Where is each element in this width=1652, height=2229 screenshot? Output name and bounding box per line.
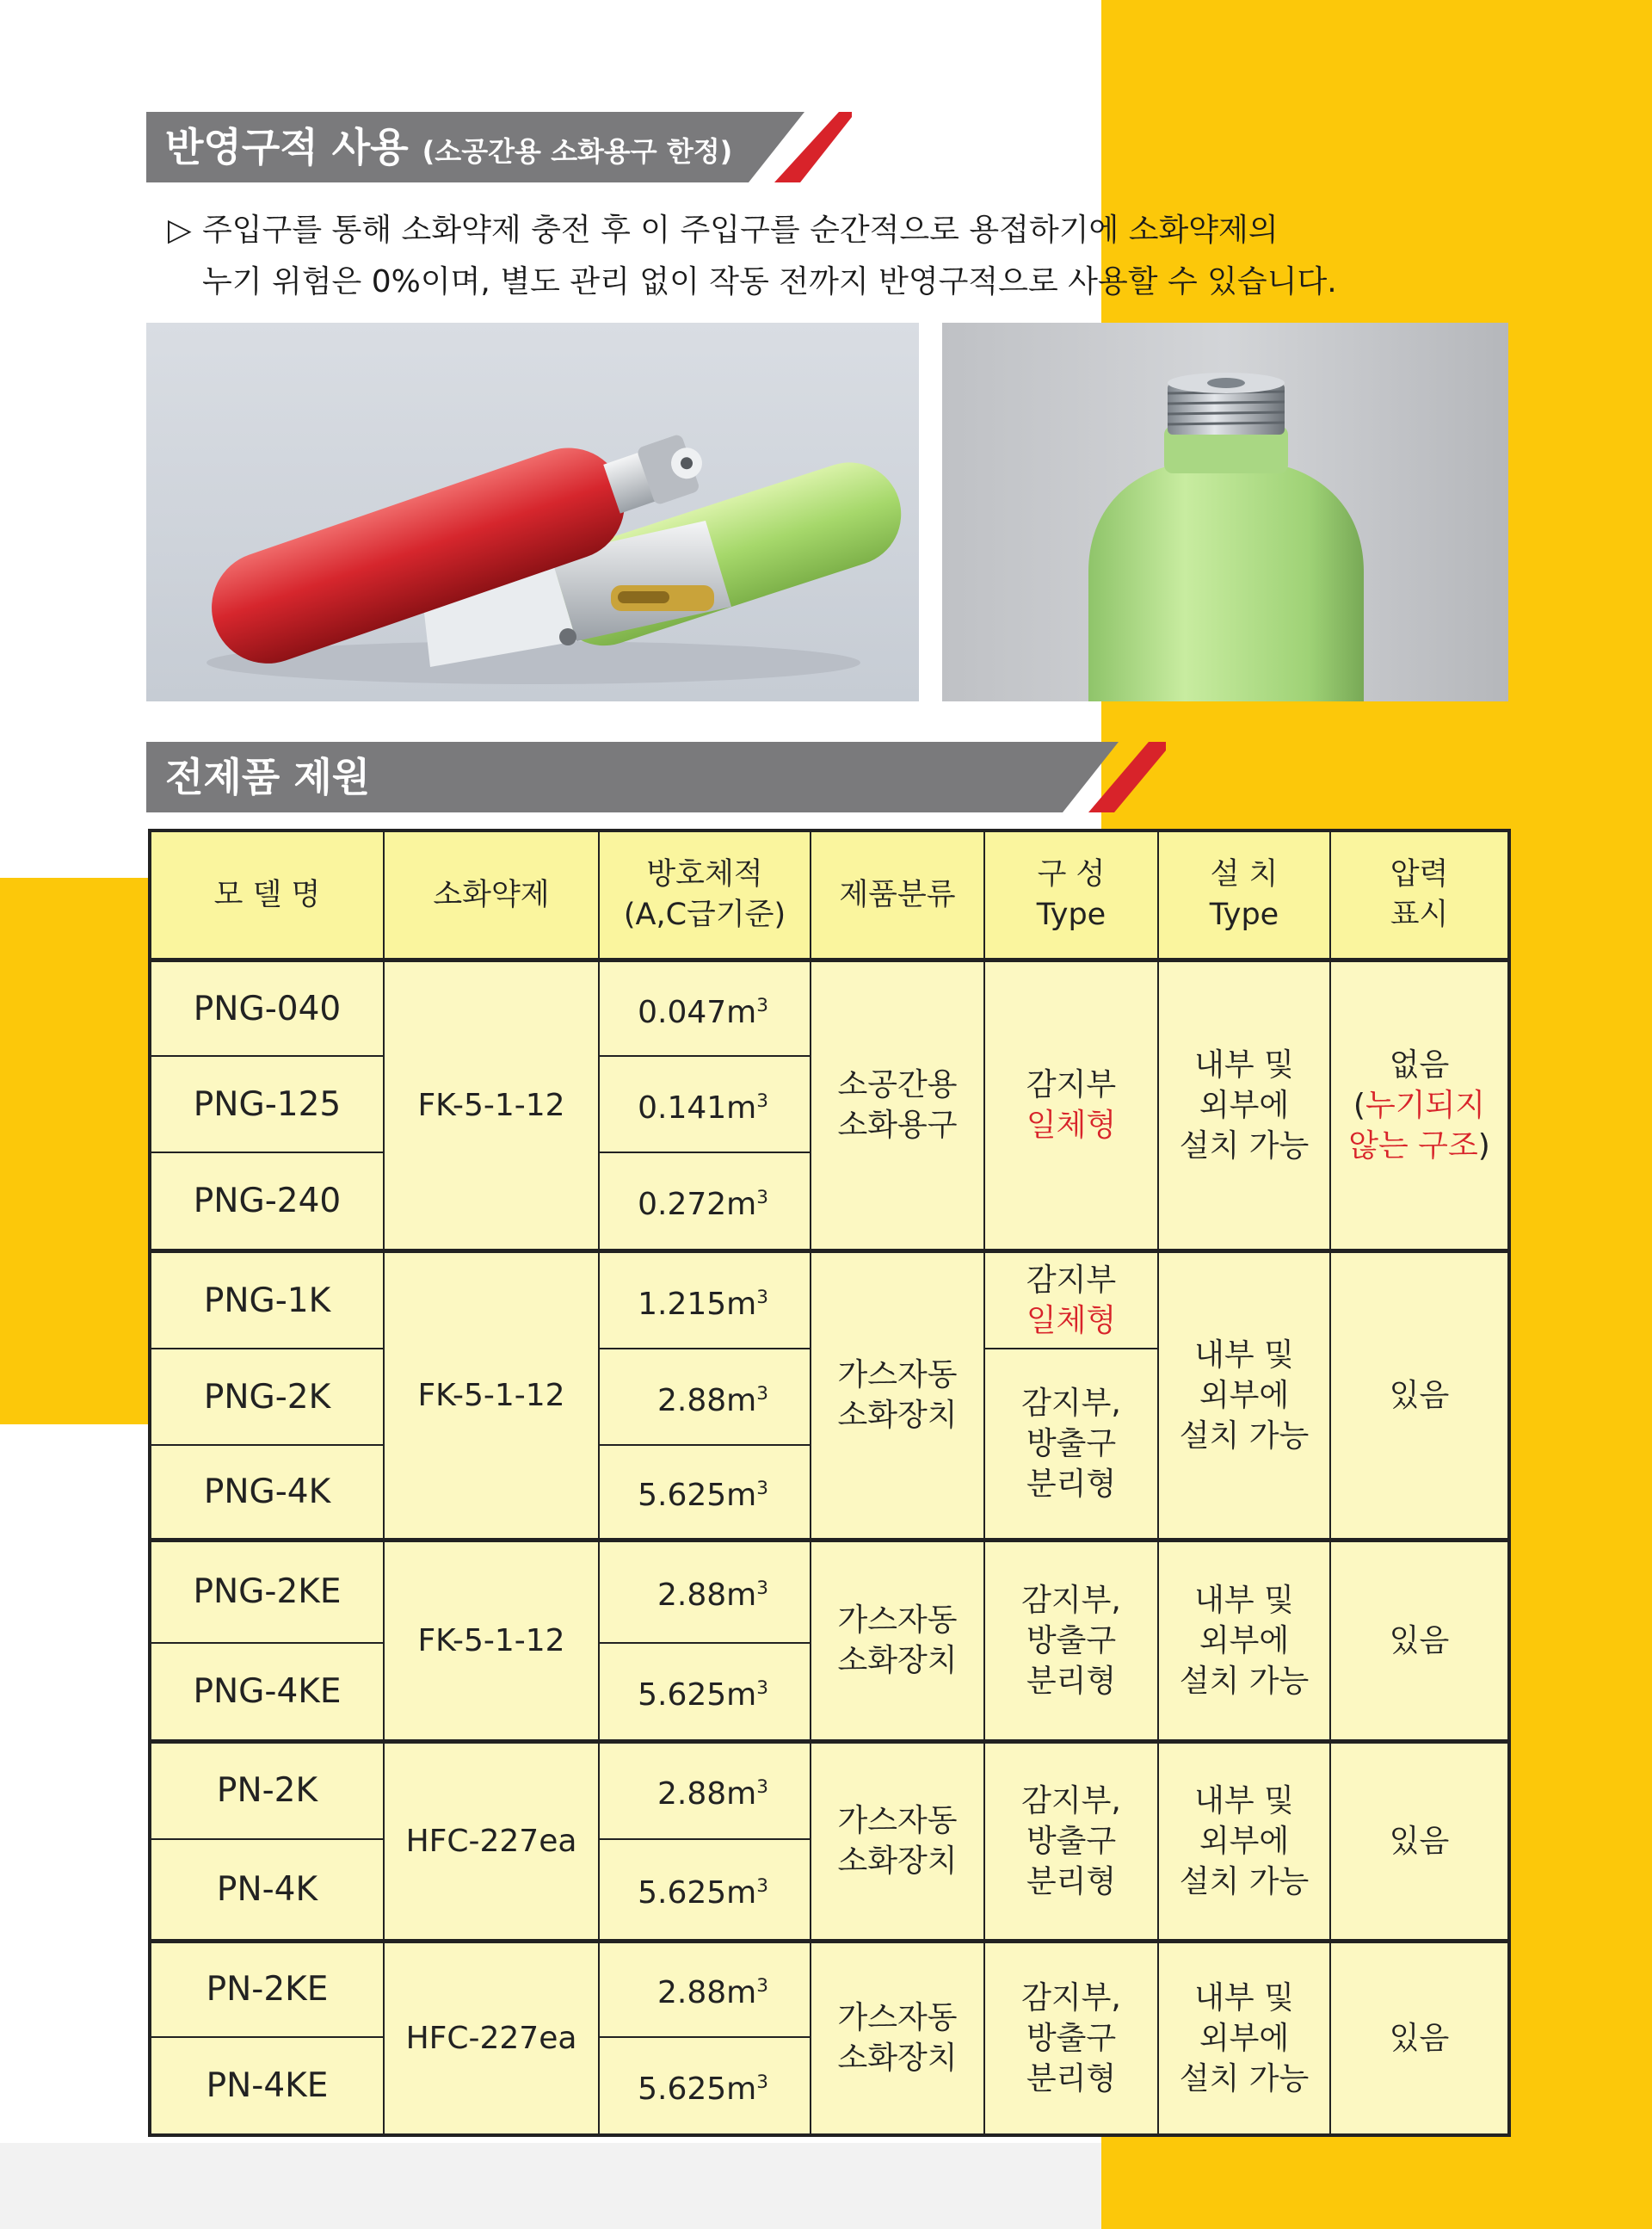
table-row	[150, 1941, 1509, 2037]
header-volume-line1: 방호체적	[646, 857, 763, 892]
install-line2: 외부에	[1199, 1622, 1290, 1658]
category-line2: 소화장치	[837, 1643, 958, 1679]
install-line1: 내부 및	[1194, 1337, 1294, 1373]
install-line1: 내부 및	[1194, 1582, 1294, 1618]
specification-table	[148, 829, 1511, 2137]
volume-unit-sup: 3	[756, 2071, 768, 2093]
volume-value: 2.88	[657, 1975, 727, 2011]
config-line3: 분리형	[1026, 1663, 1117, 1699]
category-line2: 소화장치	[837, 2041, 958, 2077]
config-line2: 방출구	[1026, 2020, 1117, 2056]
agent-cell: HFC-227ea	[384, 1741, 599, 1941]
table-header-row	[150, 830, 1509, 960]
volume-value: 5.625	[638, 1477, 727, 1513]
intro-paragraph	[168, 205, 1424, 308]
model-cell: PNG-4K	[150, 1445, 384, 1540]
intro-line-1	[168, 205, 1424, 256]
config-cell	[984, 1540, 1158, 1741]
agent-cell: FK-5-1-12	[384, 1250, 599, 1540]
volume-cell	[599, 1741, 811, 1839]
header-install-line2: Type	[1209, 898, 1279, 933]
volume-unit: m	[726, 2071, 757, 2107]
header-pressure-line1: 압력	[1390, 857, 1449, 892]
config-line1: 감지부,	[1021, 1782, 1121, 1818]
pressure-line1: 없음	[1389, 1047, 1450, 1083]
install-cell	[1158, 1941, 1330, 2135]
product-photo-cylinder-neck	[942, 323, 1508, 701]
cylinder-neck-illustration	[942, 323, 1508, 701]
volume-unit: m	[726, 1382, 757, 1418]
pressure-cell: 있음	[1330, 1741, 1509, 1941]
volume-unit: m	[726, 1776, 757, 1812]
pressure-cell: 있음	[1330, 1250, 1509, 1540]
volume-value: 5.625	[638, 1676, 727, 1713]
config-line3: 분리형	[1026, 2060, 1117, 2096]
volume-cell	[599, 1250, 811, 1349]
volume-cell	[599, 1445, 811, 1540]
config-line1: 감지부,	[1021, 1979, 1121, 2016]
config-cell	[984, 960, 1158, 1251]
volume-value: 0.047	[638, 994, 727, 1030]
category-cell	[811, 960, 984, 1251]
category-line2: 소화장치	[837, 1843, 958, 1880]
volume-value: 2.88	[657, 1776, 727, 1812]
header-agent: 소화약제	[384, 830, 599, 960]
volume-cell	[599, 1349, 811, 1445]
section-title-sub: (소공간용 소화용구 한정)	[422, 135, 733, 168]
header-config	[984, 830, 1158, 960]
volume-unit-sup: 3	[756, 1874, 768, 1897]
volume-unit-sup: 3	[756, 1090, 768, 1112]
section-title-main: 반영구적 사용	[165, 124, 409, 170]
install-line2: 외부에	[1199, 2020, 1290, 2056]
volume-unit: m	[726, 1187, 757, 1223]
install-line3: 설치 가능	[1179, 1863, 1310, 1899]
volume-value: 0.141	[638, 1090, 727, 1126]
section-header-semi-permanent	[146, 112, 878, 182]
section-title-specs: 전제품 제원	[165, 754, 371, 800]
header-volume-line2: (A,C급기준)	[623, 898, 786, 933]
volume-unit: m	[726, 994, 757, 1030]
volume-value: 1.215	[638, 1286, 727, 1322]
config-cell	[984, 1741, 1158, 1941]
volume-unit-sup: 3	[756, 1578, 768, 1600]
cylinders-illustration	[146, 323, 919, 701]
category-line1: 가스자동	[837, 1602, 958, 1639]
config-line2: 일체형	[1026, 1303, 1117, 1339]
install-line3: 설치 가능	[1179, 2060, 1310, 2096]
pressure-cell	[1330, 960, 1509, 1251]
agent-cell: FK-5-1-12	[384, 1540, 599, 1741]
volume-cell	[599, 1056, 811, 1152]
header-install-line1: 설 치	[1210, 857, 1279, 892]
agent-cell: HFC-227ea	[384, 1941, 599, 2135]
volume-cell	[599, 1643, 811, 1741]
install-cell	[1158, 1741, 1330, 1941]
volume-unit-sup: 3	[756, 1286, 768, 1308]
header-config-line2: Type	[1036, 898, 1106, 933]
volume-cell	[599, 1540, 811, 1643]
header-install	[1158, 830, 1330, 960]
volume-cell	[599, 1152, 811, 1250]
volume-unit: m	[726, 1975, 757, 2011]
header-pressure	[1330, 830, 1509, 960]
volume-value: 0.272	[638, 1187, 727, 1223]
install-line3: 설치 가능	[1179, 1127, 1310, 1164]
volume-value: 2.88	[657, 1578, 727, 1614]
config-line2: 방출구	[1026, 1823, 1117, 1859]
header-volume	[599, 830, 811, 960]
pressure-cell: 있음	[1330, 1540, 1509, 1741]
config-cell	[984, 1941, 1158, 2135]
model-cell: PNG-040	[150, 960, 384, 1057]
volume-unit-sup: 3	[756, 1382, 768, 1405]
volume-unit-sup: 3	[756, 1975, 768, 1997]
volume-unit: m	[726, 1874, 757, 1911]
model-cell: PN-2KE	[150, 1941, 384, 2037]
install-line2: 외부에	[1199, 1823, 1290, 1859]
install-line3: 설치 가능	[1179, 1663, 1310, 1699]
install-cell	[1158, 1250, 1330, 1540]
volume-cell	[599, 960, 811, 1057]
category-line1: 가스자동	[837, 1357, 958, 1393]
config-cell	[984, 1250, 1158, 1349]
volume-value: 5.625	[638, 1874, 727, 1911]
product-photo-cylinders	[146, 323, 919, 701]
pressure-cell: 있음	[1330, 1941, 1509, 2135]
model-cell: PNG-240	[150, 1152, 384, 1250]
volume-unit: m	[726, 1477, 757, 1513]
model-cell: PN-2K	[150, 1741, 384, 1839]
config-line1: 감지부,	[1021, 1385, 1121, 1421]
table-row	[150, 1250, 1509, 1349]
category-line1: 가스자동	[837, 2000, 958, 2036]
background-grey-bottom	[0, 2143, 1101, 2229]
section-header-specifications	[146, 742, 1170, 812]
model-cell: PN-4K	[150, 1839, 384, 1941]
header-pressure-line2: 표시	[1390, 898, 1449, 933]
model-cell: PN-4KE	[150, 2037, 384, 2135]
config-cell	[984, 1349, 1158, 1540]
config-line2: 일체형	[1026, 1108, 1117, 1144]
category-cell	[811, 1741, 984, 1941]
category-line2: 소화장치	[837, 1398, 958, 1434]
config-line1: 감지부	[1026, 1067, 1117, 1103]
config-line1: 감지부,	[1021, 1582, 1121, 1618]
config-line2: 방출구	[1026, 1622, 1117, 1658]
volume-unit-sup: 3	[756, 1187, 768, 1209]
config-line2: 방출구	[1026, 1425, 1117, 1461]
category-cell	[811, 1250, 984, 1540]
volume-unit-sup: 3	[756, 1477, 768, 1499]
install-cell	[1158, 1540, 1330, 1741]
volume-unit-sup: 3	[756, 1776, 768, 1799]
volume-cell	[599, 1941, 811, 2037]
header-category: 제품분류	[811, 830, 984, 960]
model-cell: PNG-1K	[150, 1250, 384, 1349]
pressure-line3: 않는 구조	[1348, 1127, 1478, 1164]
volume-value: 5.625	[638, 2071, 727, 2107]
pressure-line2: 누기되지	[1365, 1087, 1486, 1123]
intro-line-1-text: 주입구를 통해 소화약제 충전 후 이 주입구를 순간적으로 용접하기에 소화약제의	[202, 213, 1279, 248]
header-model: 모 델 명	[150, 830, 384, 960]
volume-unit-sup: 3	[756, 994, 768, 1016]
category-cell	[811, 1540, 984, 1741]
install-cell	[1158, 960, 1330, 1251]
volume-unit: m	[726, 1578, 757, 1614]
category-cell	[811, 1941, 984, 2135]
volume-cell	[599, 1839, 811, 1941]
category-line2: 소화용구	[837, 1108, 958, 1144]
category-line1: 가스자동	[837, 1803, 958, 1839]
config-line3: 분리형	[1026, 1863, 1117, 1899]
background-yellow-panel-left	[0, 878, 151, 1424]
table-row	[150, 960, 1509, 1057]
install-line1: 내부 및	[1194, 1979, 1294, 2016]
header-config-line1: 구 성	[1037, 857, 1106, 892]
table-row	[150, 1741, 1509, 1839]
config-line1: 감지부	[1026, 1263, 1117, 1299]
install-line2: 외부에	[1199, 1377, 1290, 1413]
pressure-paren-close: )	[1477, 1127, 1490, 1164]
model-cell: PNG-125	[150, 1056, 384, 1152]
volume-unit: m	[726, 1090, 757, 1126]
intro-line-2: 누기 위험은 0%이며, 별도 관리 없이 작동 전까지 반영구적으로 사용할 수 있습니다.	[202, 264, 1337, 299]
install-line1: 내부 및	[1194, 1047, 1294, 1083]
config-line3: 분리형	[1026, 1466, 1117, 1502]
install-line1: 내부 및	[1194, 1782, 1294, 1818]
install-line2: 외부에	[1199, 1087, 1290, 1123]
model-cell: PNG-4KE	[150, 1643, 384, 1741]
agent-cell: FK-5-1-12	[384, 960, 599, 1251]
model-cell: PNG-2K	[150, 1349, 384, 1445]
pressure-paren-open: (	[1353, 1087, 1365, 1123]
install-line3: 설치 가능	[1179, 1417, 1310, 1454]
volume-cell	[599, 2037, 811, 2135]
volume-unit-sup: 3	[756, 1676, 768, 1699]
section-title	[165, 112, 732, 182]
table-row	[150, 1540, 1509, 1643]
triangle-bullet-icon: ▷	[168, 213, 192, 248]
category-line1: 소공간용	[837, 1067, 958, 1103]
model-cell: PNG-2KE	[150, 1540, 384, 1643]
volume-unit: m	[726, 1286, 757, 1322]
volume-unit: m	[726, 1676, 757, 1713]
volume-value: 2.88	[657, 1382, 727, 1418]
